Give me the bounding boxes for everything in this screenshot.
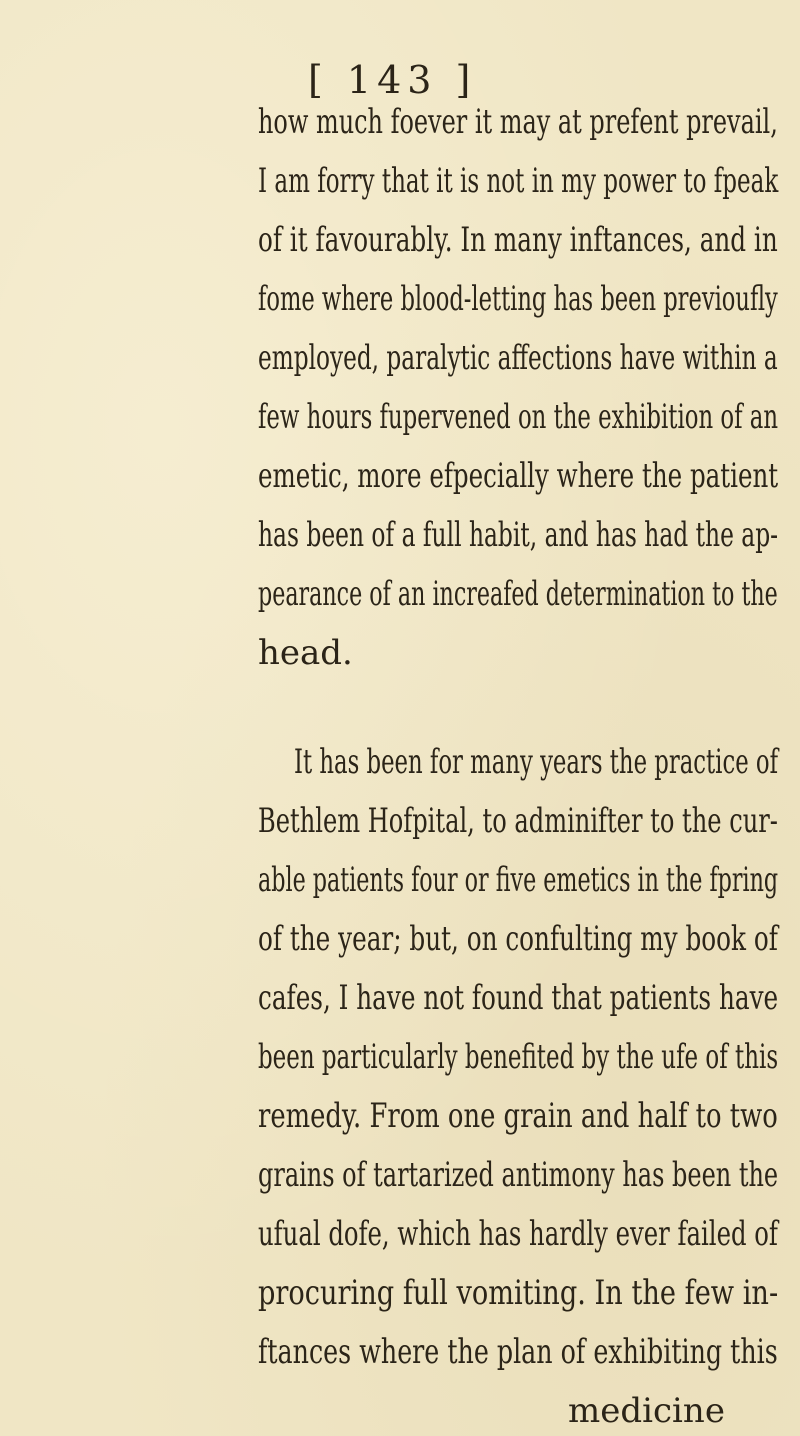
text-line: has been of a full habit, and has had the ap-: [258, 515, 779, 555]
text-line: emetic, more efpecially where the patient: [258, 456, 779, 496]
text-line: cafes, I have not found that patients have: [258, 978, 779, 1018]
text-line: few hours fupervened on the exhibition of an: [258, 397, 779, 437]
text-line: I am forry that it is not in my power to fpeak: [258, 161, 779, 201]
text-line: grains of tartarized antimony has been the: [258, 1155, 779, 1195]
page-header: [ 143 ]: [308, 58, 477, 102]
text-line: been particularly benefited by the ufe of this: [258, 1037, 779, 1077]
text-line: head.: [258, 633, 353, 673]
text-line: procuring full vomiting. In the few in-: [258, 1273, 779, 1313]
text-line: pearance of an increafed determination to the: [258, 574, 778, 614]
text-line: fome where blood-letting has been previoufly: [258, 279, 778, 319]
text-line: employed, paralytic affections have within a: [258, 338, 778, 378]
text-line: remedy. From one grain and half to two: [258, 1096, 778, 1136]
text-line: of it favourably. In many inftances, and in: [258, 220, 778, 260]
text-line: ftances where the plan of exhibiting this: [258, 1332, 778, 1372]
text-line: It has been for many years the practice of: [294, 742, 779, 782]
text-line: how much foever it may at prefent prevail,: [258, 102, 778, 142]
text-line: of the year; but, on confulting my book of: [258, 919, 778, 959]
text-line: ufual dofe, which has hardly ever failed of: [258, 1214, 778, 1254]
catchword: medicine: [568, 1391, 725, 1431]
text-line: able patients four or five emetics in the fpring: [258, 860, 779, 900]
text-line: Bethlem Hofpital, to adminifter to the cur-: [258, 801, 778, 841]
